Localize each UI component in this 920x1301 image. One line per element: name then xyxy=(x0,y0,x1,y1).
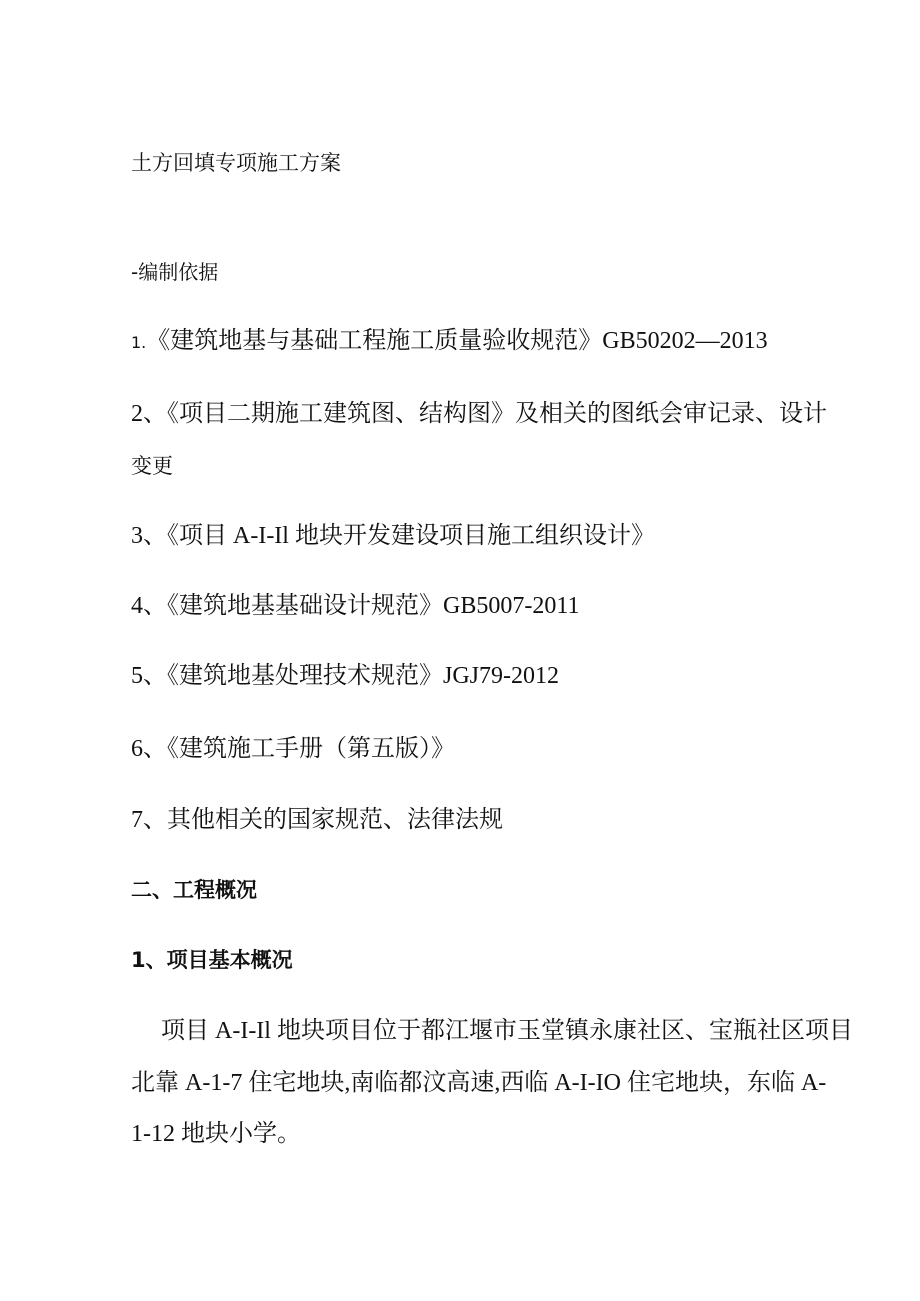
reference-item-6 xyxy=(131,735,455,763)
reference-item-5 xyxy=(131,662,559,690)
overview-paragraph-line-3: 1-12 地块小学。 xyxy=(131,1121,301,1147)
reference-number: 7、 xyxy=(131,807,167,833)
reference-item-7 xyxy=(131,806,503,834)
reference-number: 1. xyxy=(131,333,147,352)
reference-text: 《建筑施工手册（第五版）》 xyxy=(167,736,455,762)
overview-paragraph-line-2: 北靠 A-1-7 住宅地块,南临都汶高速,西临 A-I-IO 住宅地块，东临 A- xyxy=(131,1070,827,1096)
reference-number: 2、 xyxy=(131,401,167,427)
section-heading-overview: 二、工程概况 xyxy=(131,878,257,902)
section-heading-basis: -编制依据 xyxy=(131,260,219,284)
reference-item-3 xyxy=(131,522,655,550)
reference-number: 4、 xyxy=(131,593,167,619)
reference-item-2 xyxy=(131,400,827,428)
reference-text: 《建筑地基与基础工程施工质量验收规范》GB50202—2013 xyxy=(146,328,768,354)
reference-text: 《项目 A-I-Il 地块开发建设项目施工组织设计》 xyxy=(167,523,655,549)
reference-number: 6、 xyxy=(131,736,167,762)
reference-item-4 xyxy=(131,592,579,620)
reference-number: 5、 xyxy=(131,663,167,689)
subsection-heading-basic-overview: 1、项目基本概况 xyxy=(131,948,293,972)
reference-text: 《项目二期施工建筑图、结构图》及相关的图纸会审记录、设计 xyxy=(167,401,827,427)
reference-text: 《建筑地基处理技术规范》JGJ79-2012 xyxy=(167,663,560,689)
reference-item-2-continuation: 变更 xyxy=(131,454,173,478)
overview-paragraph-line-1: 项目 A-I-Il 地块项目位于都江堰市玉堂镇永康社区、宝瓶社区项目 xyxy=(161,1018,853,1044)
reference-item-1 xyxy=(131,327,768,357)
document-title: 土方回填专项施工方案 xyxy=(131,151,341,175)
reference-number: 3、 xyxy=(131,523,167,549)
reference-text: 《建筑地基基础设计规范》GB5007-2011 xyxy=(167,593,580,619)
reference-text: 其他相关的国家规范、法律法规 xyxy=(167,807,503,833)
